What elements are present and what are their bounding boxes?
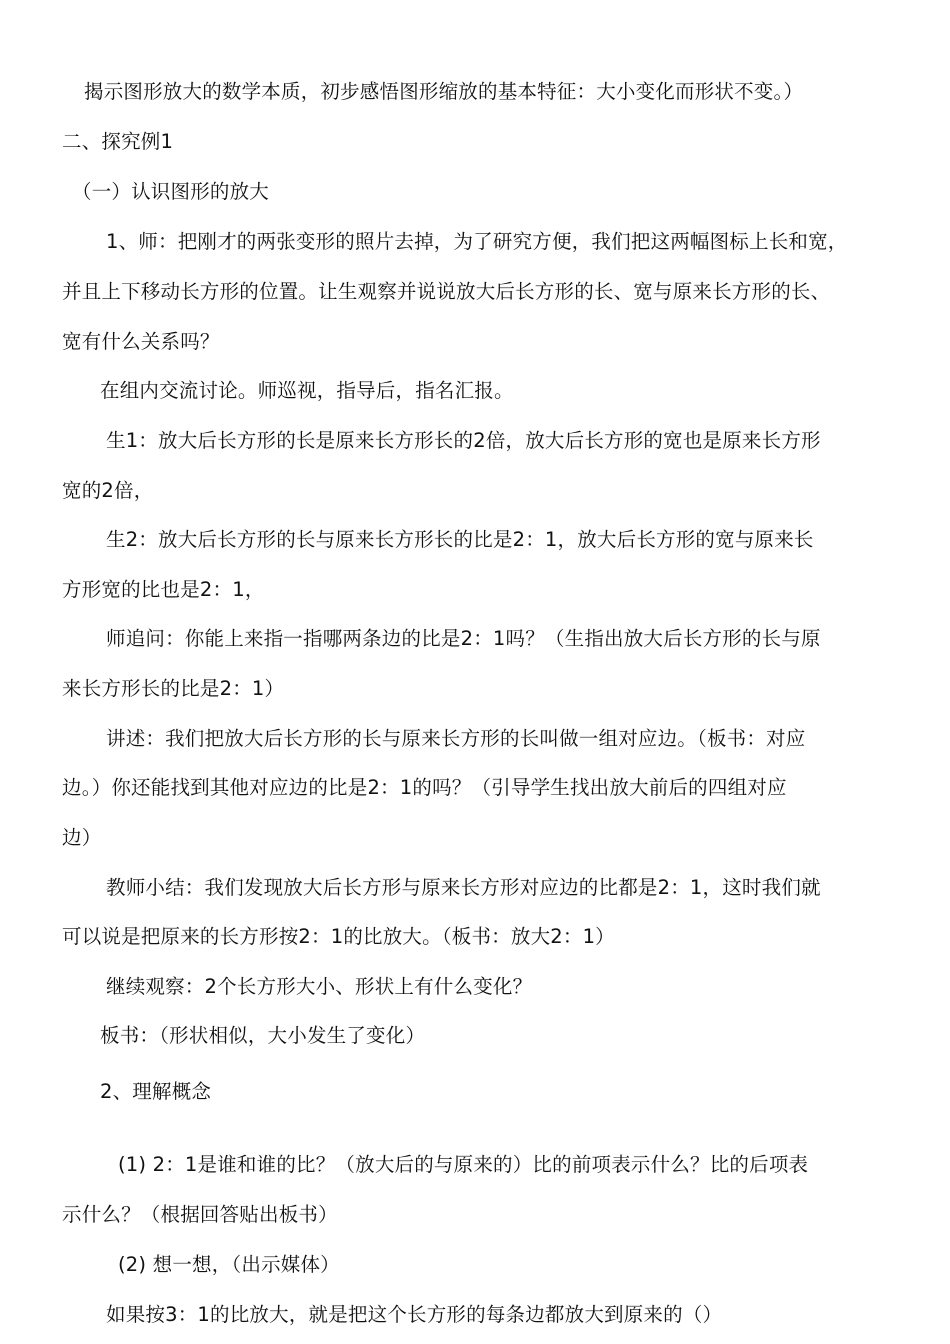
text-line: 边。）你还能找到其他对应边的比是2：1的吗？（引导学生找出放大前后的四组对应 (62, 776, 787, 799)
text-line: 1、师：把刚才的两张变形的照片去掉，为了研究方便，我们把这两幅图标上长和宽， (106, 230, 848, 253)
text-line: 师追问：你能上来指一指哪两条边的比是2：1吗？（生指出放大后长方形的长与原 (106, 627, 821, 650)
text-line: 宽的2倍， (62, 479, 154, 502)
text-line: 并且上下移动长方形的位置。让生观察并说说放大后长方形的长、宽与原来长方形的长、 (62, 280, 831, 303)
text-line: 宽有什么关系吗？ (62, 330, 220, 353)
text-line: 边） (62, 826, 102, 849)
text-line: 可以说是把原来的长方形按2：1的比放大。（板书：放大2：1） (62, 925, 615, 948)
text-line: 讲述：我们把放大后长方形的长与原来长方形的长叫做一组对应边。（板书：对应 (106, 727, 806, 750)
text-line: 来长方形长的比是2：1） (62, 677, 285, 700)
text-line: 如果按3：1的比放大，就是把这个长方形的每条边都放大到原来的（） (106, 1303, 723, 1326)
text-line: 生1：放大后长方形的长是原来长方形长的2倍，放大后长方形的宽也是原来长方形 (106, 429, 821, 452)
text-line: (1) 2：1是谁和谁的比？（放大后的与原来的）比的前项表示什么？比的后项表 (118, 1153, 809, 1176)
section-heading: 二、探究例1 (62, 130, 174, 153)
text-line: 板书：（形状相似，大小发生了变化） (100, 1024, 426, 1047)
text-line: 在组内交流讨论。师巡视，指导后，指名汇报。 (100, 379, 514, 402)
text-line: 方形宽的比也是2：1， (62, 578, 265, 601)
text-line: 示什么？（根据回答贴出板书） (62, 1203, 338, 1226)
text-line: 教师小结：我们发现放大后长方形与原来长方形对应边的比都是2：1，这时我们就 (106, 876, 821, 899)
subsection-heading: （一）认识图形的放大 (72, 180, 270, 203)
text-line: 生2：放大后长方形的长与原来长方形长的比是2：1，放大后长方形的宽与原来长 (106, 528, 814, 551)
text-line: (2) 想一想，（出示媒体） (118, 1253, 340, 1276)
text-line: 继续观察：2个长方形大小、形状上有什么变化？ (106, 975, 533, 998)
text-line: 揭示图形放大的数学本质，初步感悟图形缩放的基本特征：大小变化而形状不变。） (84, 80, 804, 103)
subsection-heading: 2、理解概念 (100, 1080, 212, 1103)
